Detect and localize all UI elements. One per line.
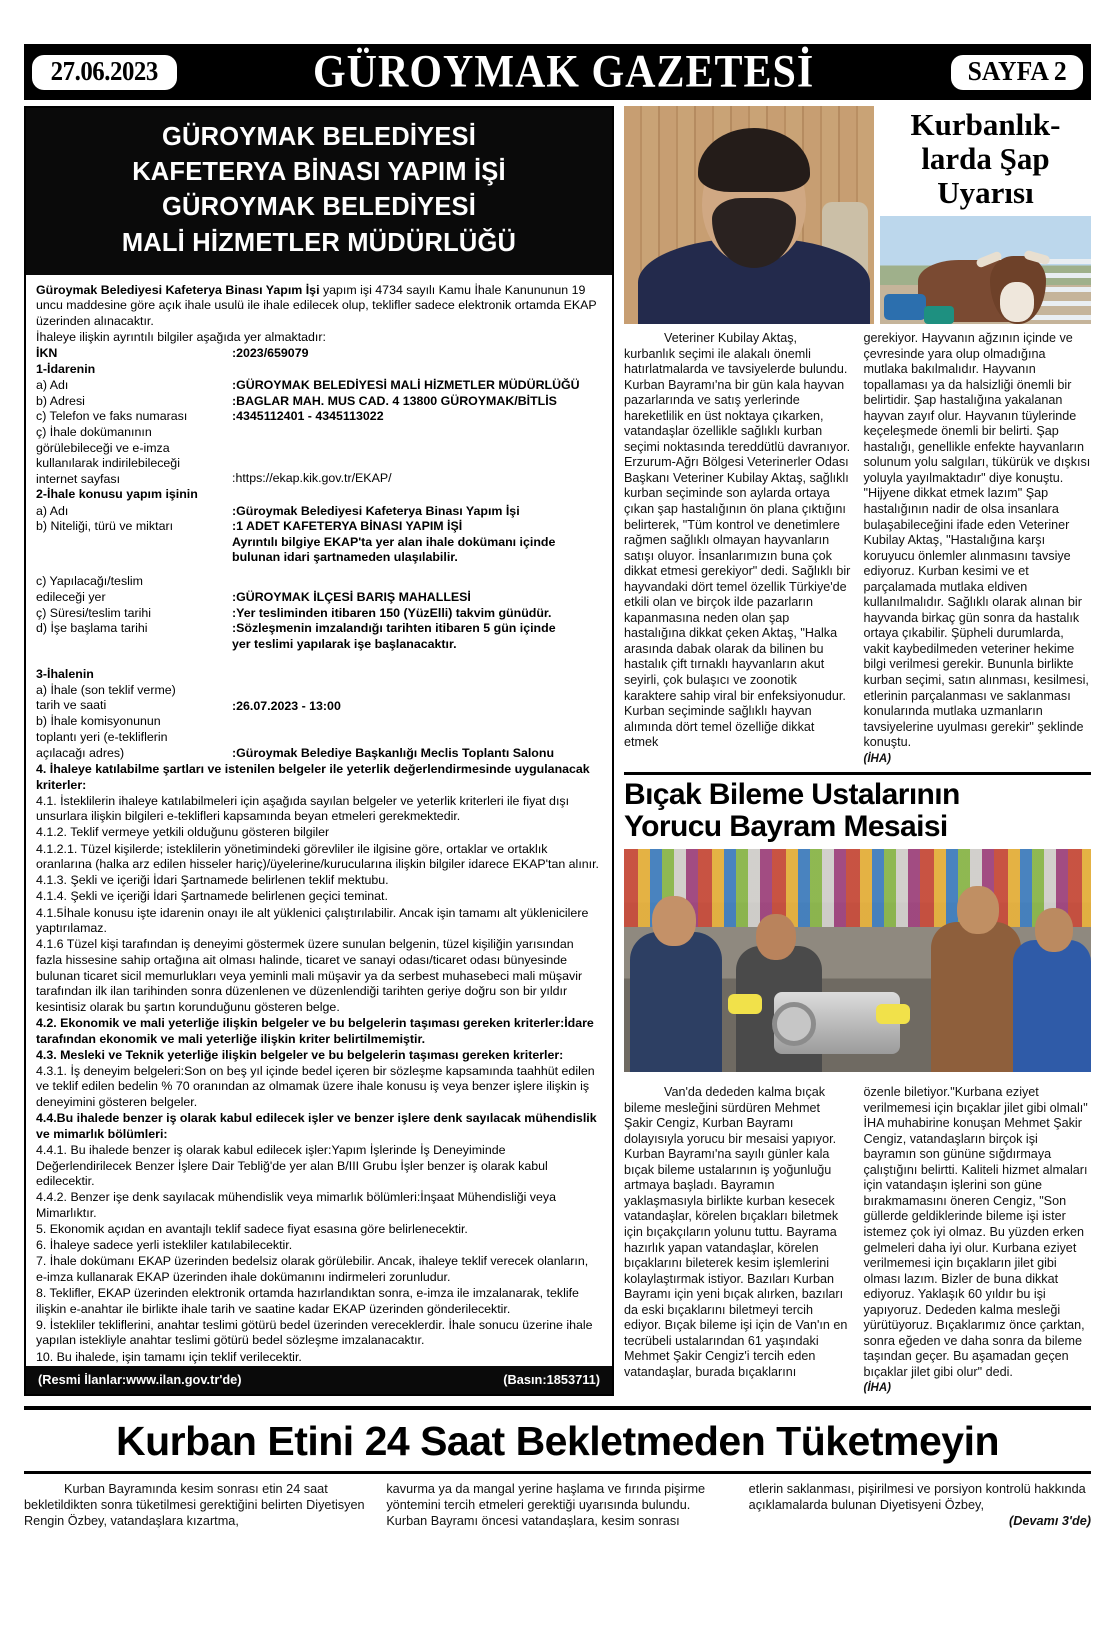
tender-2a-key: a) Adı bbox=[36, 503, 69, 518]
masthead bbox=[24, 44, 1091, 100]
tender-row-3b bbox=[36, 714, 602, 762]
tender-section-3-title: 3-İhalenin bbox=[36, 666, 94, 681]
tender-3a-key-line2: tarih ve saati bbox=[36, 698, 107, 713]
tender-clause: 5. Ekonomik açıdan en avantajlı teklif sadece fiyat esasına göre belirlenecektir. bbox=[36, 1222, 468, 1236]
tender-header-line-2: KAFETERYA BİNASI YAPIM İŞİ bbox=[132, 158, 506, 187]
photo-worker-2-head bbox=[756, 914, 796, 960]
tender-clause: 4.2. Ekonomik ve mali yeterliğe ilişkin belgeler ve bu belgelerin taşıması gereken kriterler:İdare tarafından ekonomik ve mali yeterliğe ilişkin kriter belirtilmemiştir. bbox=[36, 1015, 594, 1046]
masthead-page-pill bbox=[951, 55, 1083, 90]
tender-2b-value-line1: :1 ADET KAFETERYA BİNASI YAPIM İŞİ bbox=[232, 519, 463, 534]
tender-ikn-key: İKN bbox=[36, 346, 58, 361]
tender-1c-value: :4345112401 - 4345113022 bbox=[232, 409, 384, 424]
tender-row-2e bbox=[36, 621, 602, 652]
tender-3a-key bbox=[36, 683, 232, 715]
page-body bbox=[24, 106, 1091, 1396]
knife-sharpening-photo bbox=[624, 849, 1091, 1072]
sap-article-title: Kurbanlık-larda Şap Uyarısı bbox=[910, 107, 1061, 211]
issue-date: 27.06.2023 bbox=[50, 55, 158, 86]
photo-worker-4 bbox=[1013, 940, 1091, 1072]
tender-clause: 4.1.2.1. Tüzel kişilerde; isteklilerin yönetimindeki görevliler ile ilgisine göre, ortaklar ve ortaklık oranlarına (halka arz edilen hisseler hariç)/üyelerine/kurucularına ilişkin bilgiler idarece EKAP'tan alınır. bbox=[36, 841, 599, 872]
tender-ad-header bbox=[26, 108, 612, 275]
tender-3b-key-line1: b) İhale komisyonunun bbox=[36, 714, 161, 729]
tender-ekap-url: :https://ekap.kik.gov.tr/EKAP/ bbox=[232, 470, 392, 485]
sap-article-column-2 bbox=[864, 331, 1092, 766]
tender-clause: 9. İstekliler tekliflerini, anahtar teslimi götürü bedel üzerinden vereceklerdir. İhale sonucu üzerine ihale yapılan istekliyle anahtar teslimi götürü bedel sözleşme imzalanacaktır. bbox=[36, 1317, 593, 1348]
tender-clause: 4. İhaleye katılabilme şartları ve istenilen belgeler ile yeterlik değerlendirmesinde uygulanacak kriterler: bbox=[36, 761, 590, 792]
tender-ad-body bbox=[26, 275, 612, 1366]
sap-col1-text: Veteriner Kubilay Aktaş, kurbanlık seçimi ile alakalı önemli hatırlatmalarda ve tavsiyelerde bulundu. Kurban Bayramı'na bir gün kala hayvan pazarlarında ve satış yerlerinde hareketlilik en üst noktaya çıkarken, vatandaşlar özellikle sağlıklı kurban seçimi noktasında tereddütlü davranıyor. Erzurum-Ağrı Bölgesi Veterinerler Odası Başkanı Veteriner Kubilay Aktaş, sağlıklı kurban seçiminde son aylarda ortaya çıkan şap hastalığının ön plana çıktığını belirterek, "Tüm kontrol ve denetimlere rağmen sağlıklı olmayan hayvanların satışı oluyor. İnsanlarımızın buna çok dikkat etmesi gerekiyor" dedi. Sağlıklı bir hayvandaki dört temel özellik Türkiye'de etkili olan ve birçok ilde pazarların kapanmasına neden olan şap hastalığına dikkat çeken Aktaş, "Halka arasında dabak olarak da bilinen bu hastalık çift tırnaklı hayvanların akut seyirli, çok bulaşıcı ve zoonotik karaktere sahip viral bir enfeksiyonudur. Kurban seçiminde sağlıklı hayvan alımında dört temel özelliğe dikkat etmek bbox=[624, 331, 851, 750]
bottom-continued-note: (Devamı 3'de) bbox=[1008, 1514, 1091, 1528]
official-ads-link[interactable]: (Resmi İlanlar:www.ilan.gov.tr'de) bbox=[38, 1372, 242, 1387]
tender-2e-value-line1: :Sözleşmenin imzalandığı tarihten itibaren 5 gün içinde bbox=[232, 621, 556, 636]
tender-3a-key-line1: a) İhale (son teklif verme) bbox=[36, 682, 176, 697]
tender-2b-value bbox=[232, 519, 602, 566]
tender-row-2b bbox=[36, 519, 602, 566]
tender-2a-value: :Güroymak Belediyesi Kafeterya Binası Yapım İşi bbox=[232, 503, 520, 518]
bicak-title-line-2: Yorucu Bayram Mesaisi bbox=[624, 810, 948, 844]
tender-2c-key-line2: edileceği yer bbox=[36, 589, 106, 604]
tender-row-2d bbox=[36, 606, 602, 622]
bicak-article-column-2 bbox=[864, 1085, 1092, 1396]
tender-2c-value bbox=[232, 574, 602, 606]
bicak-article-column-1 bbox=[624, 1085, 852, 1396]
sap-article-media bbox=[624, 106, 1091, 324]
tender-row-2a bbox=[36, 504, 602, 520]
section-divider bbox=[624, 772, 1091, 775]
tender-clause: 4.4.2. Benzer işe denk sayılacak mühendislik veya mimarlık bölümleri:İnşaat Mühendisliği veya Mimarlıktır. bbox=[36, 1190, 556, 1220]
photo-glove-right bbox=[876, 1004, 910, 1024]
tender-3b-value bbox=[232, 714, 602, 762]
masthead-date-pill bbox=[32, 55, 177, 90]
tender-row-1c bbox=[36, 409, 602, 425]
tender-1b-key: b) Adresi bbox=[36, 393, 85, 408]
bottom-article-title: Kurban Etini 24 Saat Bekletmeden Tüketmeyin bbox=[115, 1418, 1000, 1464]
tender-clause: 4.1. İsteklilerin ihaleye katılabilmeleri için aşağıda sayılan belgeler ve yeterlik kriterleri ile fiyat dışı unsurlara ilişkin bilgileri e-teklifleri kapsamında beyan etmeleri gerekmektedir. bbox=[36, 793, 570, 824]
tender-clause: 7. İhale dokümanı EKAP üzerinden bedelsiz olarak görülebilir. Ancak, ihaleye teklif verecek olanların, e-imza kullanarak EKAP üzerinden ihale dokümanını indirmeleri zorunludur. bbox=[36, 1254, 589, 1284]
sap-article-column-1 bbox=[624, 331, 852, 766]
tender-clause: 6. İhaleye sadece yerli istekliler katılabilecektir. bbox=[36, 1238, 293, 1253]
tender-intro-bold: Güroymak Belediyesi Kafeterya Binası Yapım İşi bbox=[36, 282, 320, 297]
tender-2d-value: :Yer tesliminden itibaren 150 (YüzElli) takvim günüdür. bbox=[232, 605, 552, 620]
tender-row-1d bbox=[36, 425, 602, 488]
veterinarian-photo bbox=[624, 106, 874, 324]
tender-row-1a bbox=[36, 378, 602, 394]
tender-header-line-4: MALİ HİZMETLER MÜDÜRLÜĞÜ bbox=[121, 228, 517, 257]
photo-worker-4-head bbox=[1035, 908, 1073, 952]
tender-clause: 4.4.1. Bu ihalede benzer iş olarak kabul edilecek işler:Yapım İşlerinde İş Deneyiminde Değerlendirilecek Benzer İşlere Dair Tebliğ'de yer alan B/III Grubu İşler benzer iş olarak kabul edilecektir. bbox=[36, 1142, 548, 1189]
bottom-col3-text: etlerin saklanması, pişirilmesi ve porsiyon kontrolü hakkında açıklamalarda bulunan Diyetisyeni Özbey, bbox=[748, 1482, 1086, 1512]
bicak-col1-text: Van'da dededen kalma bıçak bileme mesleğini sürdüren Mehmet Şakir Cengiz, Kurban Bayramı dolayısıyla yorucu bir mesaisi yapıyor. Kurban Bayramı'na sayılı günler kala bıçak bileme ustalarının iş yoğunluğu artmaya başladı. Bayramın yaklaşmasıyla birlikte kurban kesecek vatandaşlar, körelen bıçakları biletmek için bıçakçıların yolunu tuttu. Bayrama hazırlık yapan vatandaşlar, körelen bıçaklarını bileterek kesim işlemlerini kolaylaştırmak istiyor. Bazıları Kurban Bayramı için yeni bıçak alırken, bazıları da eski bıçaklarını biletmeyi tercih ediyor. Bıçak bileme işi için de Van'ın en tecrübeli ustalarından 61 yaşındaki Mehmet Şakir Cengiz'i tercih eden vatandaşlar, burada bıçaklarını bbox=[624, 1085, 848, 1379]
tender-clause: 8. Teklifler, EKAP üzerinden elektronik ortamda hazırlandıktan sonra, e-imza ile imzalanarak, teklife ilişkin e-anahtar ile birlikte ihale tarih ve saatine kadar EKAP üzerinden gönderilecektir. bbox=[36, 1286, 579, 1316]
tender-header-line-1: GÜROYMAK BELEDİYESİ bbox=[161, 123, 477, 151]
tender-ad-footer bbox=[26, 1366, 612, 1394]
tender-bid-datetime: :26.07.2023 - 13:00 bbox=[232, 698, 341, 713]
press-number: (Basın:1853711) bbox=[503, 1372, 600, 1387]
tender-clause: 4.1.6 Tüzel kişi tarafından iş deneyimi göstermek üzere sunulan belgenin, tüzel kişiliğin yarısından fazla hissesine sahip ortağına ait olması halinde, ticaret ve sanayi odası/ticaret odası bünyesinde bulunan ticaret sicil memurlukları veya yeminli mali müşavir ya da serbest muhasebeci mali müşavir tarafından ilk ilan tarihinden sonra düzenlenen ve düzenlendiği tarihten geriye doğru son bir yıldır kesintisiz olarak bu şartın korunduğunu gösteren belge. bbox=[36, 937, 583, 1014]
tender-2b-value-line3: bulunan idari şartnameden ulaşılabilir. bbox=[232, 550, 458, 565]
tender-clause: 4.3. Mesleki ve Teknik yeterliğe ilişkin belgeler ve bu belgelerin taşıması gereken kriterler: bbox=[36, 1047, 564, 1062]
bottom-article-columns bbox=[24, 1481, 1091, 1529]
tender-section-1-title: 1-İdarenin bbox=[36, 361, 96, 376]
tender-1d-key-line1: ç) İhale dokümanının bbox=[36, 424, 152, 439]
tender-1a-key: a) Adı bbox=[36, 378, 69, 392]
tender-1d-key-line3: kullanılarak indirilebileceği bbox=[36, 456, 180, 471]
tender-clause: 4.1.4. Şekli ve içeriği İdari Şartnamede belirlenen geçici teminat. bbox=[36, 889, 388, 904]
bicak-title-line-1: Bıçak Bileme Ustalarının bbox=[624, 778, 960, 812]
tender-clause: 4.4.Bu ihalede benzer iş olarak kabul edilecek işler ve benzer işlere denk sayılacak mühendislik ve mimarlık bölümleri: bbox=[36, 1111, 597, 1141]
tender-1d-key bbox=[36, 425, 232, 488]
tender-2b-key: b) Niteliği, türü ve miktarı bbox=[36, 519, 174, 534]
tender-3b-key bbox=[36, 714, 232, 762]
bottom-column-2 bbox=[386, 1481, 728, 1529]
photo-worker-1-head bbox=[652, 896, 696, 946]
tender-intro-line2: İhaleye ilişkin ayrıntılı bilgiler aşağıda yer almaktadır: bbox=[36, 330, 326, 345]
tender-1d-key-line2: görülebileceği ve e-imza bbox=[36, 440, 170, 455]
tender-row-1b bbox=[36, 394, 602, 410]
photo-worker-1 bbox=[630, 932, 722, 1072]
tender-ikn-value: :2023/659079 bbox=[232, 346, 309, 361]
tender-3b-key-line2: toplantı yeri (e-tekliflerin bbox=[36, 729, 168, 744]
sap-source-label: (İHA) bbox=[863, 752, 891, 765]
sap-headline-block bbox=[880, 106, 1091, 324]
bicak-col2-text: özenle biletiyor."Kurbana eziyet verilmemesi için bıçaklar jilet gibi olmalı" İHA muhabirine konuşan Mehmet Şakir Cengiz, vatandaşların birçok işi bayramın son gününe sığdırmaya çalıştığını belirtti. Kaliteli hizmet almaları için vatandaşın işlerini son güne bırakmamasını öneren Cengiz, "Son güllerde geldiklerinde bileme işi ister istemez çok iyi olmaz. Bu yüzden erken gelmeleri daha iyi olur. Kurbana eziyet verilmemesi için bıçakların jilet gibi olması lazım. Bizler de buna dikkat ediyoruz. Yaklaşık 60 yıldır bu işi yapıyoruz. Dededen kalma mesleği yürütüyoruz. Bıçaklarımız önce çarktan, sonra eğeden ve daha sonra da bileme taşından geçer. Bu aşamadan geçen bıçaklar jilet gibi olur" dedi. bbox=[863, 1085, 1088, 1379]
tender-row-ikn bbox=[36, 346, 602, 362]
tender-row-3a bbox=[36, 683, 602, 715]
tender-2c-key bbox=[36, 574, 232, 606]
sap-col2-text: gerekiyor. Hayvanın ağzının içinde ve çevresinde yara olup olmadığına mutlaka bakılmalıdır. Hayvanın topallaması ya da halsizliği önemli bir belirtidir. Şap hastalığına yakalanan hayvan zayıf olur. Hayvanın tüylerinde keçeleşmede önemli bir belirti. Şap hastalığı, genellikle enfekte hayvanların solunum yolu salgıları, tükürük ve dışkısı yoluyla yayılmaktadır" diye konuştu. "Hijyene dikkat etmek lazım" Şap hastalığının nadir de olsa insanlara bulaşabileceğini ifade eden Veteriner Kubilay Aktaş, "Hastalığına karşı koruyucu önlemler alınmasını tavsiye ediyoruz. Kurban kesimi ve et parçalamada mutlaka eldiven kullanılmalıdır. Sağlıklı olarak alınan bir hayvanda birkaç gün sonra da hastalık ortaya çıkabilir. Şüpheli durumlarda, vakit kaybedilmeden veteriner hekime bilgi verilmesi gerekir. Bununla birlikte kurban seçimi, satın alınması, kesilmesi, etlerinin parçalanması ve saklanması konularında mutlaka uzmanların tavsiyelerine uyulması gerekir" şeklinde konuştu. bbox=[863, 331, 1091, 750]
page-number-label: SAYFA 2 bbox=[967, 55, 1067, 86]
bottom-col1-text: Kurban Bayramında kesim sonrası etin 24 saat bekletildikten sonra tüketilmesi gerektiğini belirten Diyetisyen Rengin Özbey, vatandaşlara kızartma, bbox=[24, 1482, 365, 1528]
photo-worker-3-head bbox=[957, 886, 999, 934]
tender-clause: 4.1.2. Teklif vermeye yetkili olduğunu gösteren bilgiler bbox=[36, 825, 330, 840]
bottom-divider-bottom bbox=[24, 1471, 1091, 1474]
bottom-column-1 bbox=[24, 1481, 366, 1529]
news-column bbox=[612, 106, 1091, 1396]
tender-1a-value: :GÜROYMAK BELEDİYESİ MALİ HİZMETLER MÜDÜRLÜĞÜ bbox=[232, 378, 580, 392]
tender-1c-key: c) Telefon ve faks numarası bbox=[36, 409, 188, 424]
bottom-article bbox=[24, 1406, 1091, 1529]
tender-advertisement bbox=[24, 106, 612, 1396]
sap-article-body bbox=[624, 331, 1091, 766]
bottom-col2-text: kavurma ya da mangal yerine haşlama ve fırında pişirme yöntemini tercih etmeleri gerektiği uyarısında bulundu. Kurban Bayramı öncesi vatandaşlara, kesim sonrası bbox=[386, 1482, 706, 1528]
tender-1d-value bbox=[232, 425, 602, 488]
photo-glove-left bbox=[728, 994, 762, 1014]
tender-3b-key-line3: açılacağı adres) bbox=[36, 745, 125, 760]
photo-cow-face bbox=[1000, 282, 1034, 322]
tender-clause: 10. Bu ihalede, işin tamamı için teklif verilecektir. bbox=[36, 1349, 302, 1364]
tender-row-2c bbox=[36, 574, 602, 606]
tender-2d-key: ç) Süresi/teslim tarihi bbox=[36, 605, 151, 620]
tender-2e-key: d) İşe başlama tarihi bbox=[36, 621, 148, 636]
tender-1d-key-line4: internet sayfası bbox=[36, 471, 121, 486]
tender-2e-value-line2: yer teslimi yapılarak işe başlanacaktır. bbox=[232, 636, 457, 651]
bicak-source-label: (İHA) bbox=[863, 1382, 891, 1395]
cattle-photo bbox=[880, 216, 1091, 324]
tender-2e-value bbox=[232, 621, 602, 652]
photo-teal-object bbox=[924, 306, 954, 324]
tender-2c-key-line1: c) Yapılacağı/teslim bbox=[36, 574, 143, 588]
bottom-column-3 bbox=[749, 1481, 1091, 1529]
tender-2b-value-line2: Ayrıntılı bilgiye EKAP'ta yer alan ihale dokümanı içinde bbox=[232, 534, 556, 549]
tender-2c-value-text: :GÜROYMAK İLÇESİ BARIŞ MAHALLESİ bbox=[232, 590, 471, 604]
bicak-article-title bbox=[624, 779, 1091, 843]
photo-grinding-wheel bbox=[772, 1002, 816, 1046]
tender-section-2-title: 2-İhale konusu yapım işinin bbox=[36, 487, 198, 502]
tender-1b-value: :BAGLAR MAH. MUS CAD. 4 13800 GÜROYMAK/BİTLİS bbox=[232, 393, 557, 408]
photo-worker-3 bbox=[931, 922, 1021, 1072]
newspaper-title: GÜROYMAK GAZETESİ bbox=[312, 46, 815, 98]
tender-intro-rest: yapım işi 4734 sayılı Kamu İhale Kanununun 19 uncu maddesine göre açık ihale usulü ile ihale edilecek olup, teklifler sadece elektronik ortamda EKAP üzerinden alınacaktır. bbox=[36, 282, 597, 328]
tender-clause: 4.1.5İhale konusu işte idarenin onayı ile alt yüklenici çalıştırılabilir. Ancak işin tamamı alt yüklenicilere yaptırılamaz. bbox=[36, 905, 589, 936]
tender-clause: 4.3.1. İş deneyim belgeleri:Son on beş yıl içinde bedel içeren bir sözleşme kapsamında taahhüt edilen ve teklif edilen bedelin % 70 oranından az olmamak üzere ihale konusu iş veya benzer işlere ilişkin iş deneyimini gösteren belgeler. bbox=[36, 1063, 595, 1109]
tender-3a-value bbox=[232, 683, 602, 715]
photo-blue-object bbox=[884, 294, 926, 320]
tender-intro bbox=[36, 283, 602, 330]
tender-clause: 4.1.3. Şekli ve içeriği İdari Şartnamede belirlenen teklif mektubu. bbox=[36, 873, 389, 888]
tender-3b-value-text: :Güroymak Belediye Başkanlığı Meclis Toplantı Salonu bbox=[232, 746, 555, 761]
tender-header-line-3: GÜROYMAK BELEDİYESİ bbox=[161, 193, 477, 222]
bicak-article-body bbox=[624, 1085, 1091, 1396]
